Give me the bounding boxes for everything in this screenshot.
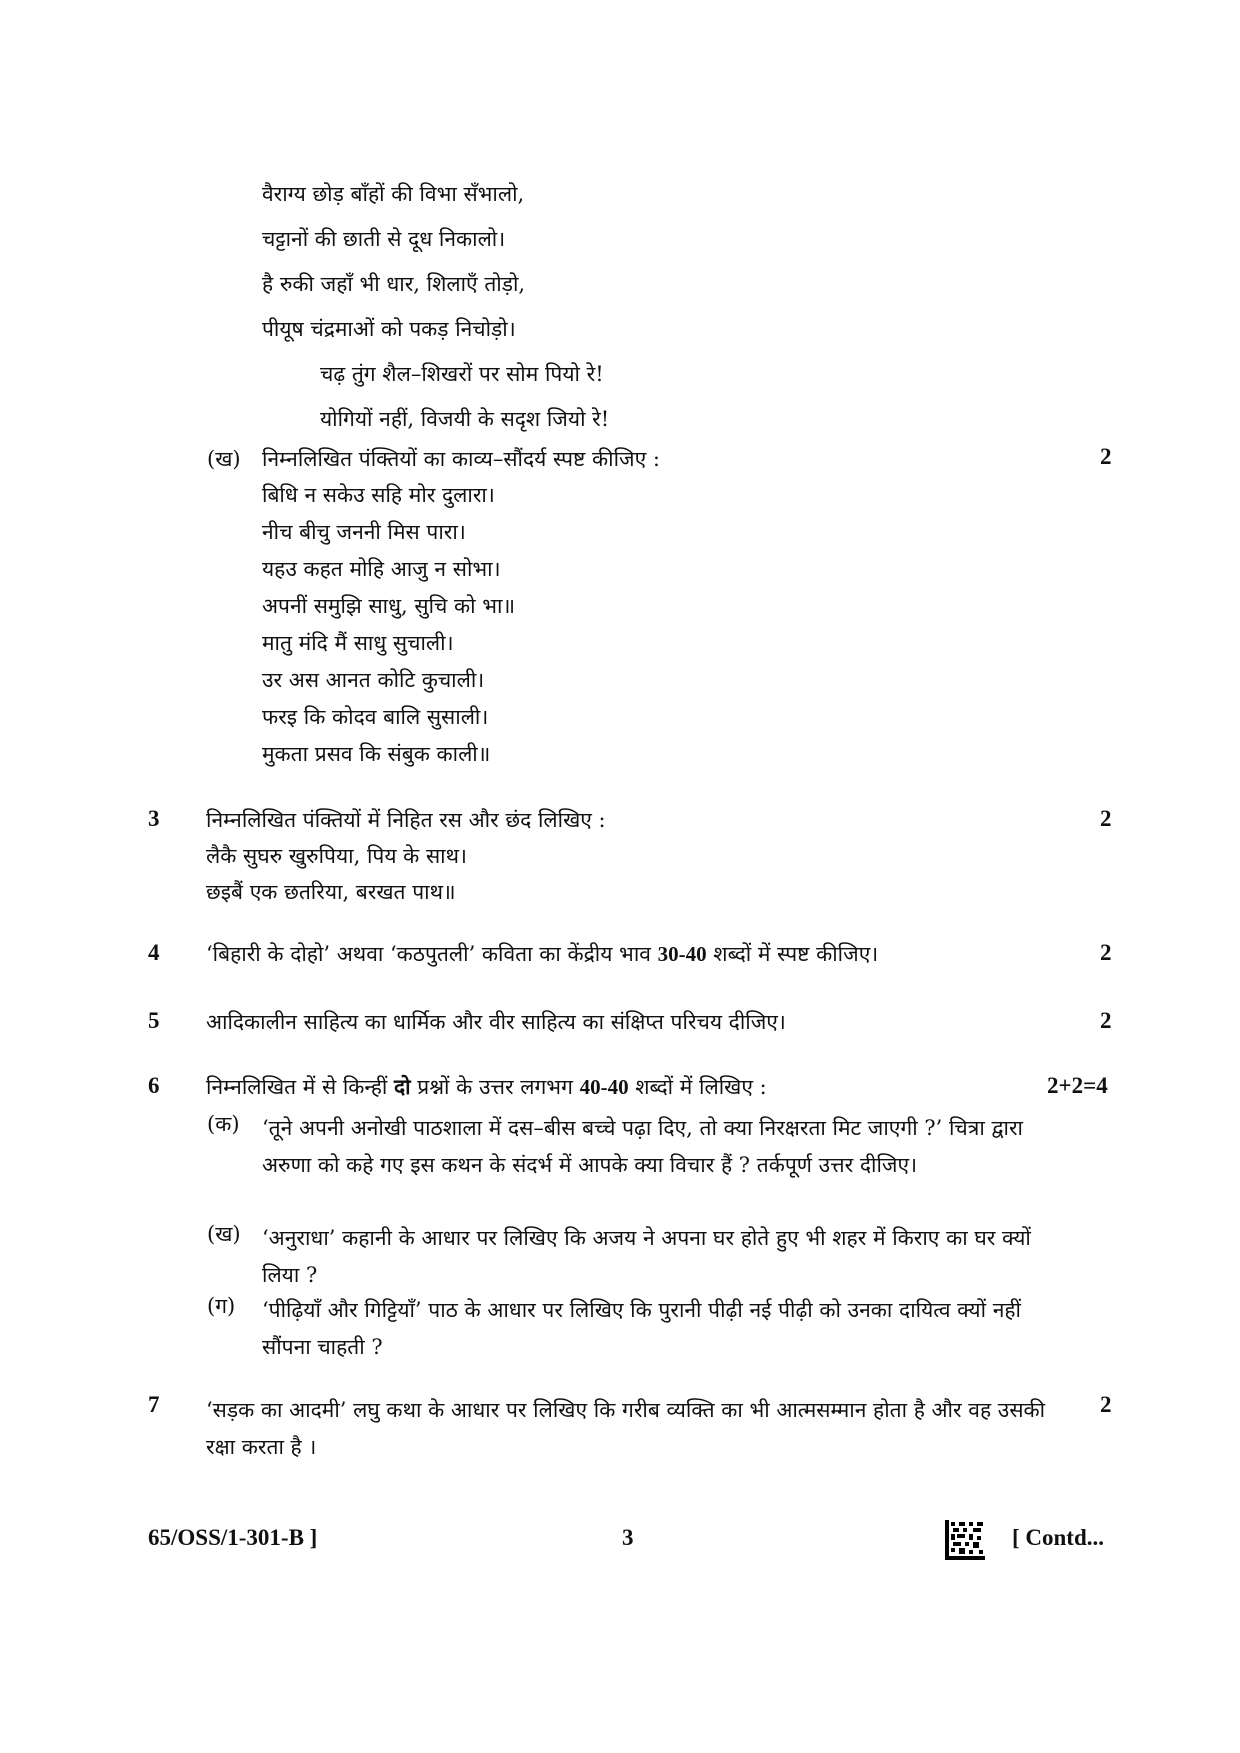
q6-part-c-text: ‘पीढ़ियाँ और गिट्टियाँ’ पाठ के आधार पर लिखिए कि पुरानी पीढ़ी नई पीढ़ी को उनका दायित्व क्यों नहीं सौंपना चाहती ? xyxy=(262,1298,1021,1359)
q3-number: 3 xyxy=(148,806,160,831)
q4-text-a: ‘बिहारी के दोहो’ अथवा ‘कठपुतली’ कविता का केंद्रीय भाव xyxy=(206,942,658,966)
q7-number: 7 xyxy=(148,1392,160,1417)
poem-refrain-2: योगियों नहीं, विजयी के सदृश जियो रे! xyxy=(320,407,610,431)
poem-line-1: वैराग्य छोड़ बाँहों की विभा सँभालो, xyxy=(262,182,525,206)
q3-line: लैकै सुघरु खुरुपिया, पिय के साथ। xyxy=(206,844,467,868)
q6-text-a: निम्नलिखित में से किन्हीं xyxy=(206,1075,394,1099)
q6-part-a-label: (क) xyxy=(207,1112,240,1136)
q6-number: 6 xyxy=(148,1073,160,1098)
q4-word-count: 30-40 xyxy=(657,942,707,966)
q2b-line: बिधि न सकेउ सहि मोर दुलारा। xyxy=(262,483,495,507)
q6-text-b: प्रश्नों के उत्तर लगभग xyxy=(410,1075,580,1099)
q2b-line: मुकता प्रसव कि संबुक काली॥ xyxy=(262,742,491,766)
q4-number: 4 xyxy=(148,940,160,965)
q7-text: ‘सड़क का आदमी’ लघु कथा के आधार पर लिखिए कि गरीब व्यक्ति का भी आत्मसम्मान होता है और वह उसकी रक्षा करता है । xyxy=(206,1398,1046,1459)
q6-text xyxy=(206,1073,767,1101)
q6-bold-count: दो xyxy=(393,1074,411,1099)
poem-line-4: पीयूष चंद्रमाओं को पकड़ निचोड़ो। xyxy=(262,317,516,341)
q6-marks: 2+2=4 xyxy=(1047,1073,1108,1098)
poem-refrain-1: चढ़ तुंग शैल–शिखरों पर सोम पियो रे! xyxy=(320,362,604,386)
q5-marks: 2 xyxy=(1100,1008,1112,1033)
q2b-line: नीच बीचु जननी मिस पारा। xyxy=(262,520,466,544)
q2b-line: फरइ कि कोदव बालि सुसाली। xyxy=(262,705,489,729)
q2b-text: निम्नलिखित पंक्तियों का काव्य–सौंदर्य स्पष्ट कीजिए : xyxy=(262,447,660,471)
qr-code-icon xyxy=(945,1520,985,1560)
q6-part-b-text: ‘अनुराधा’ कहानी के आधार पर लिखिए कि अजय ने अपना घर होते हुए भी शहर में किराए का घर क्यों लिया ? xyxy=(262,1226,1031,1287)
q3-marks: 2 xyxy=(1100,806,1112,831)
q2b-line: अपनीं समुझि साधु, सुचि को भा॥ xyxy=(262,594,516,618)
q5-number: 5 xyxy=(148,1008,160,1033)
poem-line-2: चट्टानों की छाती से दूध निकालो। xyxy=(262,227,506,251)
q3-line: छइबैं एक छतरिया, बरखत पाथ॥ xyxy=(206,880,456,904)
q4-text-b: शब्दों में स्पष्ट कीजिए। xyxy=(706,942,879,966)
q7-marks: 2 xyxy=(1100,1392,1112,1417)
q6-part-a-text: ‘तूने अपनी अनोखी पाठशाला में दस–बीस बच्चे पढ़ा दिए, तो क्या निरक्षरता मिट जाएगी ?’ चित्रा द्वारा अरुणा को कहे गए इस कथन के संदर्भ में आपके क्या विचार हैं ? तर्कपूर्ण उत्तर दीजिए। xyxy=(262,1116,1023,1177)
poem-line-3: है रुकी जहाँ भी धार, शिलाएँ तोड़ो, xyxy=(262,272,526,296)
q2b-label: (ख) xyxy=(207,447,241,471)
q4-text xyxy=(206,940,878,968)
q2b-line: मातु मंदि मैं साधु सुचाली। xyxy=(262,631,454,655)
q6-text-c: शब्दों में लिखिए : xyxy=(628,1075,767,1099)
q2b-marks: 2 xyxy=(1100,444,1112,469)
q6-part-c-label: (ग) xyxy=(207,1294,236,1318)
q3-text: निम्नलिखित पंक्तियों में निहित रस और छंद लिखिए : xyxy=(206,808,606,832)
page-number: 3 xyxy=(622,1525,634,1550)
q4-marks: 2 xyxy=(1100,940,1112,965)
q6-part-b-label: (ख) xyxy=(207,1222,241,1246)
q2b-line: यहउ कहत मोहि आजु न सोभा। xyxy=(262,557,501,581)
paper-code: 65/OSS/1-301-B ] xyxy=(148,1525,318,1550)
q2b-line: उर अस आनत कोटि कुचाली। xyxy=(262,668,485,692)
q6-word-count: 40-40 xyxy=(579,1075,629,1099)
contd-label: [ Contd... xyxy=(1012,1525,1105,1550)
q5-text: आदिकालीन साहित्य का धार्मिक और वीर साहित्य का संक्षिप्त परिचय दीजिए। xyxy=(206,1010,786,1034)
